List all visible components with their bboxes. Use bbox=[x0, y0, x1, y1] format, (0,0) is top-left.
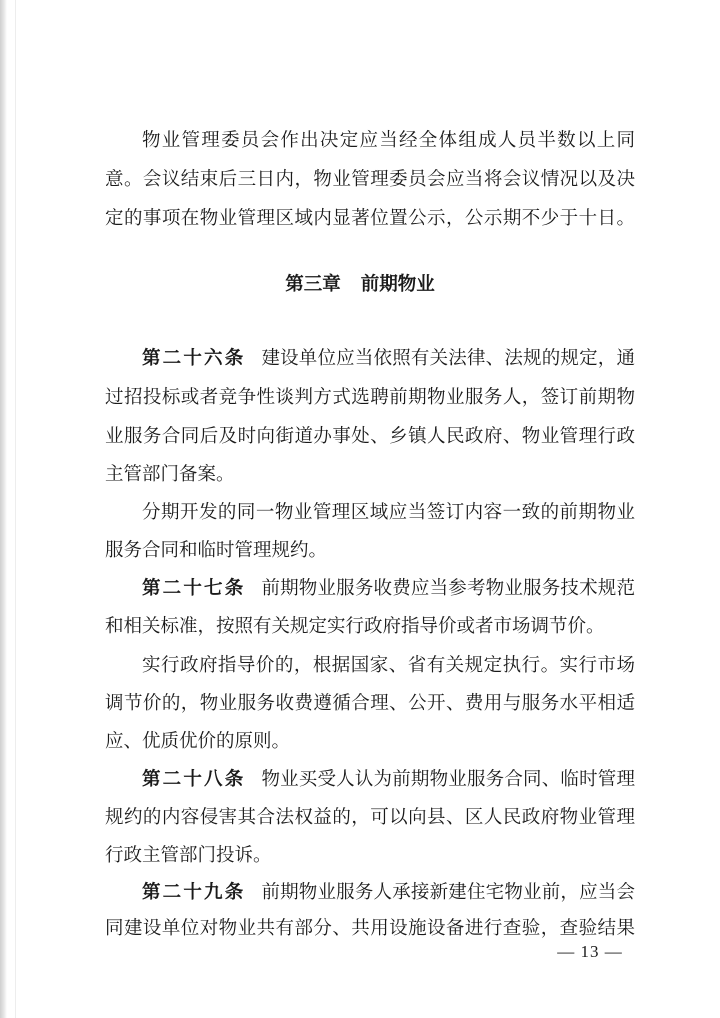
paragraph-line: 规约的内容侵害其合法权益的，可以向县、区人民政府物业管理 bbox=[105, 807, 635, 828]
article-label: 第二十八条 bbox=[142, 769, 246, 790]
paragraph-line: 调节价的，物业服务收费遵循合理、公开、费用与服务水平相适 bbox=[105, 693, 635, 714]
scan-edge-shadow bbox=[0, 0, 7, 1018]
article-text: 前期物业服务收费应当参考物业服务技术规范 bbox=[261, 578, 635, 599]
paragraph-line: 物业管理委员会作出决定应当经全体组成人员半数以上同 bbox=[142, 130, 635, 151]
scan-edge-line bbox=[15, 0, 16, 1018]
paragraph-line: 主管部门备案。 bbox=[105, 464, 235, 485]
article-first-line bbox=[142, 767, 635, 793]
article-label: 第二十七条 bbox=[142, 578, 246, 599]
chapter-number: 第三章 bbox=[285, 274, 341, 295]
chapter-heading bbox=[0, 272, 720, 298]
article-text: 物业买受人认为前期物业服务合同、临时管理 bbox=[261, 769, 635, 790]
paragraph-line: 意。会议结束后三日内，物业管理委员会应当将会议情况以及决 bbox=[105, 169, 635, 190]
paragraph-line: 业服务合同后及时向街道办事处、乡镇人民政府、物业管理行政 bbox=[105, 426, 635, 447]
paragraph-line: 实行政府指导价的，根据国家、省有关规定执行。实行市场 bbox=[142, 655, 635, 676]
article-first-line bbox=[142, 576, 635, 602]
article-first-line bbox=[142, 346, 635, 372]
paragraph-line: 服务合同和临时管理规约。 bbox=[105, 540, 328, 561]
paragraph-line: 过招投标或者竞争性谈判方式选聘前期物业服务人，签订前期物 bbox=[105, 387, 635, 408]
paragraph-line: 同建设单位对物业共有部分、共用设施设备进行查验，查验结果 bbox=[105, 918, 635, 939]
chapter-title: 前期物业 bbox=[360, 274, 435, 295]
article-label: 第二十六条 bbox=[142, 348, 246, 369]
paragraph-line: 定的事项在物业管理区域内显著位置公示，公示期不少于十日。 bbox=[105, 208, 635, 229]
paragraph-line: 和相关标准，按照有关规定实行政府指导价或者市场调节价。 bbox=[105, 616, 605, 637]
article-text: 建设单位应当依照有关法律、法规的规定，通 bbox=[261, 348, 635, 369]
page-number: — 13 — bbox=[557, 942, 623, 961]
article-first-line bbox=[142, 880, 635, 906]
paragraph-line: 分期开发的同一物业管理区域应当签订内容一致的前期物业 bbox=[142, 502, 635, 523]
article-text: 前期物业服务人承接新建住宅物业前，应当会 bbox=[261, 882, 635, 903]
paragraph-line: 行政主管部门投诉。 bbox=[105, 845, 272, 866]
paragraph-line: 应、优质优价的原则。 bbox=[105, 731, 291, 752]
article-label: 第二十九条 bbox=[142, 882, 246, 903]
